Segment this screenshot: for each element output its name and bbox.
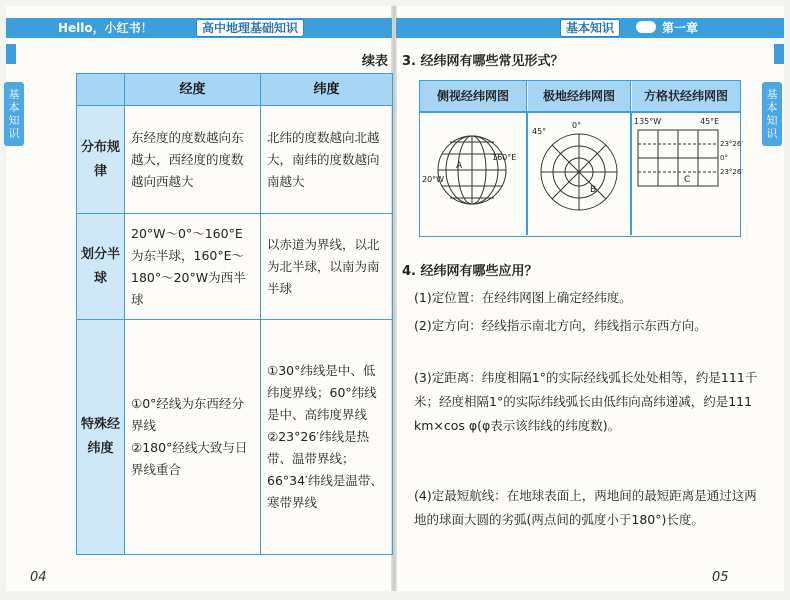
paragraph-4: (4)定最短航线：在地球表面上，两地间的最短距离是通过这两地的球面大圆的劣弧(两点间的弧度小于180°)长度。 [414,488,757,527]
grid-form-header: 极地经纬网图 [528,81,631,111]
paragraph-1: (1)定位置：在经纬网图上确定经纬度。 [414,290,632,305]
table-cell [125,320,261,555]
col-header-latitude: 纬度 [261,74,393,106]
col-header-longitude: 经度 [125,74,261,106]
point-c-label: C [684,175,691,185]
grid-form-header: 侧视经纬网图 [420,81,527,111]
special-longitude-2: ②180°经线大致与日界线重合 [131,440,248,477]
label-tropic-south: 23°26′ [720,168,743,176]
grid-form-header: 方格状经纬网图 [632,81,740,111]
label-20w: 20°W [422,175,445,184]
label-160e: 160°E [492,153,517,162]
table-cell: 北纬的度数越向北越大，南纬的度数越向南越大 [261,106,393,214]
side-tab-left: 基本知识 [4,82,24,146]
continued-label: 续表 [362,54,389,69]
longitude-latitude-table [76,73,393,555]
grid-forms-table [419,80,741,237]
section-title-right: 基本知识 [560,19,620,37]
rectangular-grid-diagram [632,112,743,235]
point-a-label: A [456,161,463,171]
table-cell: 以赤道为界线，以北为北半球，以南为南半球 [261,214,393,320]
side-view-grid-diagram [420,112,526,235]
table-cell: 20°W～0°～160°E为东半球，160°E～180°～20°W为西半球 [125,214,261,320]
label-equator: 0° [720,154,728,162]
label-0: 0° [572,121,582,130]
question-3-title: 3. 经纬网有哪些常见形式？ [402,54,564,69]
page-number-left: 04 [30,570,47,585]
chapter-label: 第一章 [662,21,699,35]
special-latitude-1: ①30°纬线是中、低纬度界线；60°纬线是中、高纬度界线 [267,363,377,422]
side-tab-right: 基本知识 [762,82,782,146]
point-b-label: B [590,185,597,195]
left-accent-bar [6,44,16,64]
label-tropic-north: 23°26′ [720,140,743,148]
page-number-right: 05 [712,570,729,585]
polar-grid-diagram [528,112,630,235]
table-cell: 东经度的度数越向东越大，西经度的度数越向西越大 [125,106,261,214]
special-longitude-1: ①0°经线为东西经分界线 [131,396,244,433]
label-45e: 45°E [700,117,720,126]
row-header: 分布规律 [77,106,125,214]
paragraph-3: (3)定距离：纬度相隔1°的实际经线弧长处处相等，约是111千米；经度相隔1°的实际纬线弧长由低纬向高纬递减，约是111 km×cos φ(φ表示该纬线的纬度数)。 [414,370,758,433]
label-45: 45° [532,127,547,136]
left-header-bar [6,18,392,38]
question-4-title: 4. 经纬网有哪些应用？ [402,264,538,279]
special-latitude-2: ②23°26′纬线是热带、温带界线；66°34′纬线是温带、寒带界线 [267,429,383,510]
section-title-left: 高中地理基础知识 [196,19,304,37]
label-135w: 135°W [634,117,662,126]
paragraph-2: (2)定方向：经线指示南北方向，纬线指示东西方向。 [414,318,707,333]
table-cell [261,320,393,555]
row-header: 特殊经纬度 [77,320,125,555]
brand-logo-text: Hello，小红书！ [58,21,153,35]
row-header: 划分半球 [77,214,125,320]
